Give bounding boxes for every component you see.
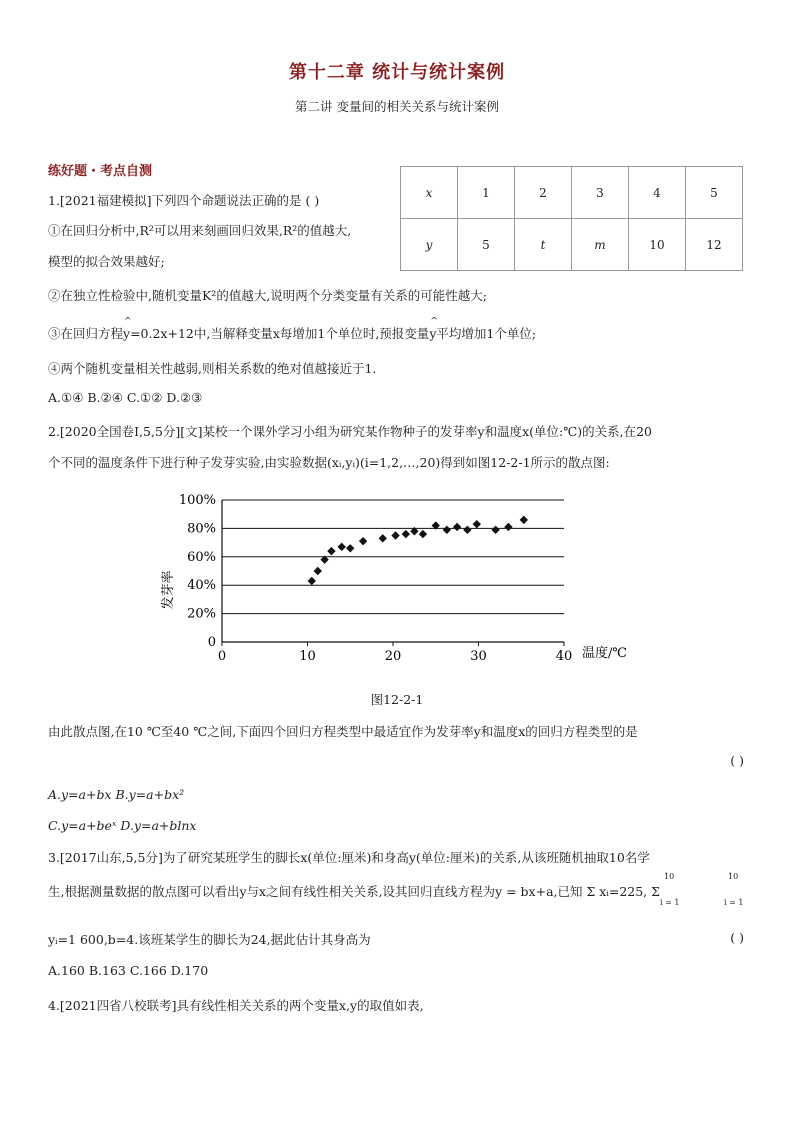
table-cell: t (515, 219, 572, 271)
q3-choices: A.160 B.163 C.166 D.170 (48, 963, 209, 978)
q4-stem: 4.[2021四省八校联考]具有线性相关关系的两个变量x,y的取值如表, (48, 998, 424, 1013)
table-cell: 10 (629, 219, 686, 271)
scatter-point (473, 520, 481, 528)
q1-stem: 1.[2021福建模拟]下列四个命题说法正确的是 ( ) (48, 193, 320, 208)
table-cell: 1 (458, 167, 515, 219)
table-cell: 5 (458, 219, 515, 271)
scatter-point (338, 543, 346, 551)
y-tick-label: 80% (187, 521, 216, 537)
q2-choices-cd: C.y=a+beˣ D.y=a+blnx (48, 818, 197, 833)
q2-stem-b: 个不同的温度条件下进行种子发芽实验,由实验数据(xᵢ,yᵢ)(i=1,2,…,20)得到如图12-2-1所示的散点图: (48, 455, 610, 470)
scatter-point (379, 534, 387, 542)
scatter-point (402, 530, 410, 538)
scatter-point (308, 577, 316, 585)
y-tick-label: 0 (207, 635, 216, 650)
q2-stem-a: 2.[2020全国卷Ⅰ,5,5分][文]某校一个课外学习小组为研究某作物种子的发芽率y和温度x(单位:℃)的关系,在20 (48, 424, 652, 439)
q3-stem-c: yᵢ=1 600,b=4.该班某学生的脚长为24,据此估计其身高为 (48, 932, 371, 947)
scatter-point (314, 567, 322, 575)
x-tick-label: 40 (555, 649, 573, 664)
scatter-point (419, 530, 427, 538)
q3-answer-paren: ( ) (730, 930, 744, 945)
q1-option-1a: ①在回归分析中,R²可以用来刻画回归效果,R²的值越大, (48, 223, 352, 238)
lecture-title: 第二讲 变量间的相关关系与统计案例 (295, 99, 499, 114)
q1-option-4: ④两个随机变量相关性越弱,则相关系数的绝对值越接近于1. (48, 361, 377, 376)
scatter-point (463, 526, 471, 534)
sum-upper-limit: 10 (728, 872, 739, 881)
table-row-x (401, 167, 743, 219)
scatter-point (453, 523, 461, 531)
sum-lower-limit: i = 1 (724, 898, 744, 907)
table-cell: m (572, 219, 629, 271)
sum-lower-limit: i = 1 (660, 898, 680, 907)
q3-stem-b: 生,根据测量数据的散点图可以看出y与x之间有线性相关关系,设其回归直线方程为y = bx+a,已知 Σ xᵢ=225, Σ (48, 884, 660, 899)
table-row-y (401, 219, 743, 271)
scatter-point (327, 547, 335, 555)
table-cell: 12 (686, 219, 743, 271)
y-axis-label: 发芽率 (161, 570, 176, 610)
table-cell: 3 (572, 167, 629, 219)
x-tick-label: 0 (217, 649, 227, 664)
y-tick-label: 100% (178, 493, 216, 508)
table-cell: 4 (629, 167, 686, 219)
xy-value-table (400, 166, 743, 271)
q3-stem-a: 3.[2017山东,5,5分]为了研究某班学生的脚长x(单位:厘米)和身高y(单位:厘米)的关系,从该班随机抽取10名学 (48, 850, 650, 865)
scatter-point (491, 526, 499, 534)
section-label: 练好题・考点自测 (48, 164, 153, 179)
table-cell: x (401, 167, 458, 219)
x-tick-label: 30 (470, 649, 487, 664)
scatter-point (391, 531, 399, 539)
q2-answer-paren: ( ) (730, 753, 744, 768)
scatter-point (346, 544, 354, 552)
table-cell: y (401, 219, 458, 271)
q1-option-2: ②在独立性检验中,随机变量K²的值越大,说明两个分类变量有关系的可能性越大; (48, 288, 488, 303)
y-tick-label: 40% (187, 578, 216, 594)
scatter-point (359, 537, 367, 545)
chapter-title: 第十二章 统计与统计案例 (288, 62, 506, 83)
x-tick-label: 20 (384, 649, 402, 664)
scatter-point (504, 523, 512, 531)
q2-choices-ab: A.y=a+bx B.y=a+bx² (48, 787, 185, 802)
x-axis-label: 温度/℃ (582, 646, 627, 661)
scatter-point (443, 526, 451, 534)
table-cell: 2 (515, 167, 572, 219)
q2-question: 由此散点图,在10 ℃至40 ℃之间,下面四个回归方程类型中最适宜作为发芽率y和温度x的回归方程类型的是 (48, 724, 638, 739)
germination-scatter-chart (150, 488, 650, 668)
q1-choices: A.①④ B.②④ C.①② D.②③ (48, 390, 203, 405)
q1-option-3: ③在回归方程^ y=0.2x+12中,当解释变量x每增加1个单位时,预报变量^ y平均增加1个单位; (48, 324, 536, 342)
scatter-point (520, 516, 528, 524)
q1-option-1b: 模型的拟合效果越好; (48, 254, 165, 269)
y-tick-label: 20% (187, 606, 216, 622)
y-tick-label: 60% (187, 549, 216, 565)
table-cell: 5 (686, 167, 743, 219)
figure-caption: 图12-2-1 (370, 692, 424, 707)
x-tick-label: 10 (299, 649, 316, 664)
sum-upper-limit: 10 (664, 872, 675, 881)
